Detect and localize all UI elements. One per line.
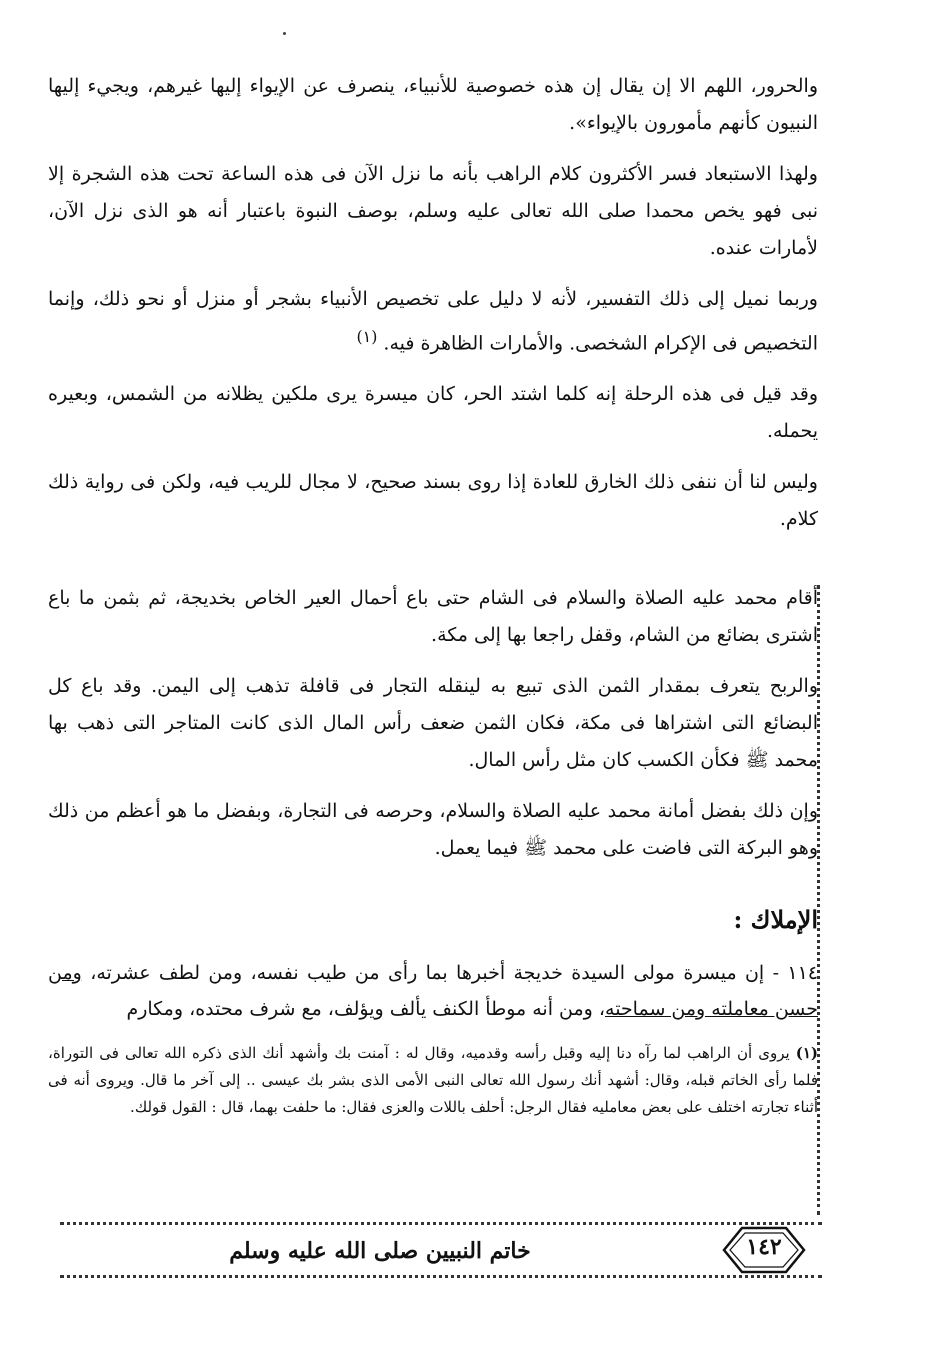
paragraph: والربح يتعرف بمقدار الثمن الذى تبيع به لينقله التجار فى قافلة تذهب إلى اليمن. وقد باع كل البضائع التى اشتراها فى مكة، فكان الثمن ضعف رأس المال الذى كانت المتاجر التى ذهب بها محمد ﷺ فكأن الكسب كان مثل رأس المال. bbox=[48, 675, 818, 771]
footer-rule-top bbox=[60, 1222, 822, 1225]
underlined-text: ومن حسن معاملته ومن سماحته bbox=[48, 962, 818, 1020]
page-number-badge bbox=[714, 1222, 814, 1278]
paragraph: وليس لنا أن ننفى ذلك الخارق للعادة إذا روى بسند صحيح، لا مجال للريب فيه، ولكن فى رواية ذلك كلام. bbox=[48, 471, 818, 531]
paragraph: وقد قيل فى هذه الرحلة إنه كلما اشتد الحر، كان ميسرة يرى ملكين يظلانه من الشمس، وبعيره يحمله. bbox=[48, 383, 818, 443]
paragraph: والحرور، اللهم الا إن يقال إن هذه خصوصية للأنبياء، ينصرف عن الإيواء إليها غيرهم، ويجيء إليها النبيون كأنهم مأمورون بالإيواء». bbox=[48, 75, 818, 134]
footnote-reference: (١) bbox=[356, 327, 378, 346]
paragraph-text: ١١٤ - إن ميسرة مولى السيدة خديجة أخبرها بما رأى من طيب نفسه، ومن لطف عشرته، bbox=[81, 962, 818, 984]
footnote-text: يروى أن الراهب لما رآه دنا إليه وقبل رأسه وقدميه، وقال له : آمنت بك وأشهد أنك الذى ذكره الله تعالى فى التوراة، فلما رأى الخاتم قبله، وقال: أشهد أنك رسول الله تعالى النبى الأمى الذى بشر بك عيسى .. إلى آخر ما قال. ويروى أنه فى أثناء تجارته اختلف على بعض معامليه فقال الرجل: أحلف باللات والعزى فقال: ما حلفت بهما، قال : القول قولك. bbox=[48, 1044, 818, 1116]
paragraph-text: وربما نميل إلى ذلك التفسير، لأنه لا دليل على تخصيص الأنبياء بشجر أو منزل أو نحو ذلك، وإنما التخصيص فى الإكرام الشخصى. والأمارات الظاهرة فيه. bbox=[48, 288, 818, 355]
section-heading: الإملاك : bbox=[733, 905, 818, 934]
paragraph: وإن ذلك بفضل أمانة محمد عليه الصلاة والسلام، وحرصه فى التجارة، وبفضل ما هو أعظم من ذلك وهو البركة التى فاضت على محمد ﷺ فيما يعمل. bbox=[48, 800, 818, 859]
body-text-bottom bbox=[48, 580, 818, 881]
footnote-number: (١) bbox=[795, 1044, 818, 1062]
page-number: ١٤٢ bbox=[746, 1234, 782, 1260]
running-footer-title: خاتم النبيين صلى الله عليه وسلم bbox=[229, 1238, 531, 1264]
paragraph: أقام محمد عليه الصلاة والسلام فى الشام حتى باع أحمال العير الخاص بخديجة، ثم بثمن ما باع اشترى بضائع من الشام، وقفل راجعا بها إلى مكة. bbox=[48, 587, 818, 646]
paragraph-text: ، ومن أنه موطأ الكنف يألف ويؤلف، مع شرف محتده، ومكارم bbox=[126, 998, 606, 1020]
numbered-paragraph-114 bbox=[48, 955, 818, 1027]
body-text-top bbox=[48, 68, 818, 552]
paragraph: ولهذا الاستبعاد فسر الأكثرون كلام الراهب بأنه ما نزل الآن فى هذه الساعة تحت هذه الشجرة إلا نبى فهو يخص محمدا صلى الله تعالى عليه وسلم، بوصف النبوة باعتبار أنه هو الذى نزل الآن، لأمارات عنده. bbox=[48, 163, 818, 259]
scan-speck bbox=[283, 32, 286, 35]
footnote bbox=[48, 1040, 818, 1121]
paragraph bbox=[48, 281, 818, 362]
footer-rule-bottom bbox=[60, 1275, 822, 1278]
